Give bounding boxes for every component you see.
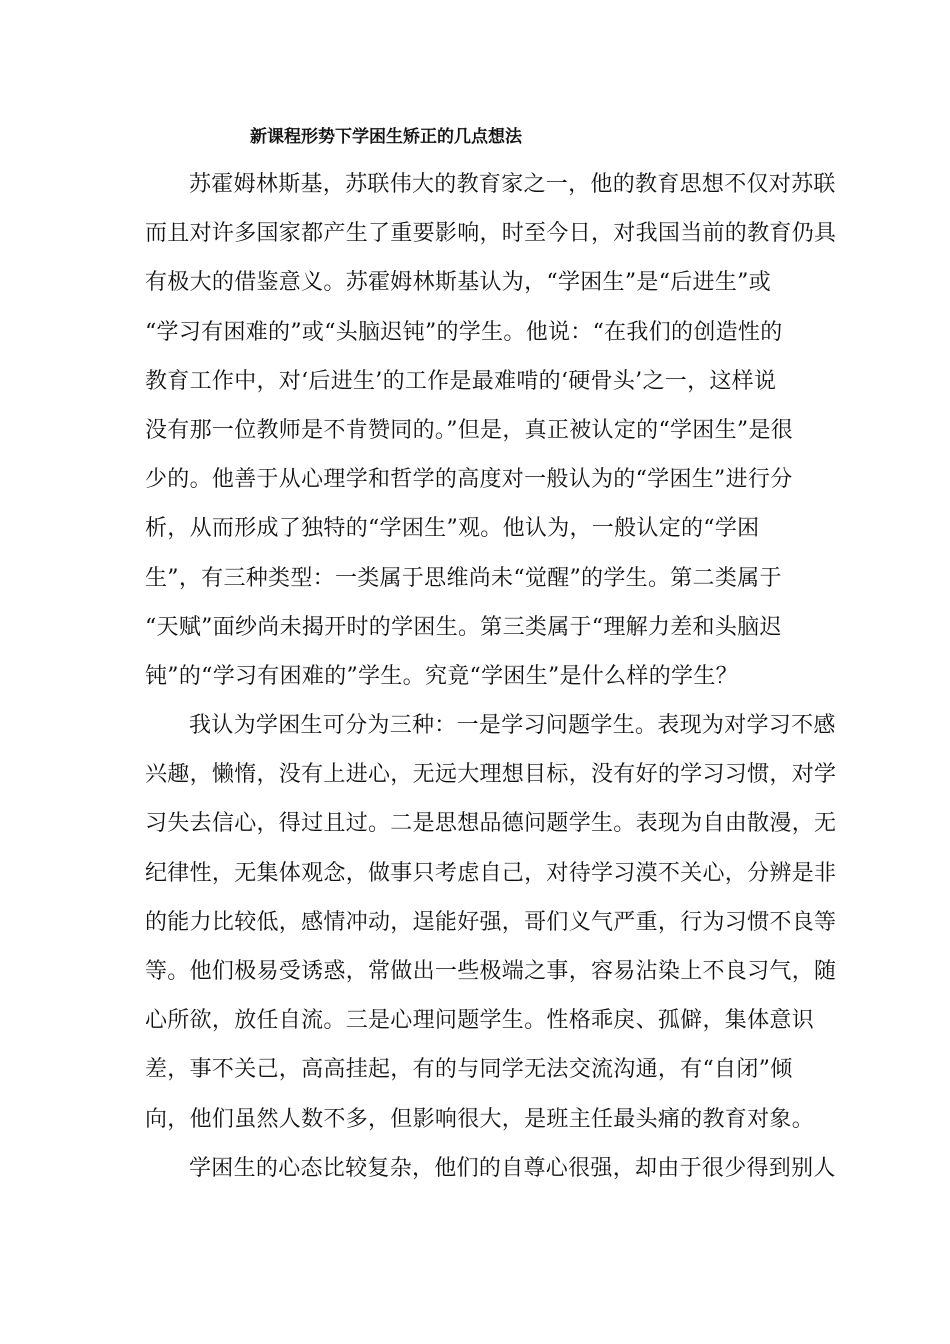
- text-line: 有极大的借鉴意义。苏霍姆林斯基认为，“学困生”是“后进生”或: [145, 270, 771, 296]
- text-line: 少的。他善于从心理学和哲学的高度对一般认为的“学困生”进行分: [145, 467, 793, 493]
- text-line: 习失去信心，得过且过。二是思想品德问题学生。表现为自由散漫，无: [145, 811, 837, 837]
- text-line: 向，他们虽然人数不多，但影响很大，是班主任最头痛的教育对象。: [145, 1106, 815, 1132]
- text-line: 等。他们极易受诱惑，常做出一些极端之事，容易沾染上不良习气，随: [145, 959, 837, 984]
- text-line: 心所欲，放任自流。三是心理问题学生。性格乖戾、孤僻，集体意识: [145, 1008, 815, 1034]
- text-line: 兴趣，懒惰，没有上进心，无远大理想目标，没有好的学习习惯，对学: [145, 762, 837, 788]
- text-line: 学困生的心态比较复杂，他们的自尊心很强，却由于很少得到别人: [189, 1155, 836, 1181]
- text-line: 析，从而形成了独特的“学困生”观。他认为，一般认定的“学困: [145, 516, 760, 542]
- document-title: 新课程形势下学困生矫正的几点想法: [250, 127, 522, 147]
- paragraph-3: [145, 1144, 865, 1193]
- text-line: 我认为学困生可分为三种：一是学习问题学生。表现为对学习不感: [189, 713, 836, 739]
- text-line: 的能力比较低，感情冲动，逞能好强，哥们义气严重，行为习惯不良等: [145, 909, 837, 935]
- text-line: 苏霍姆林斯基，苏联伟大的教育家之一，他的教育思想不仅对苏联: [189, 172, 836, 197]
- text-line: 而且对许多国家都产生了重要影响，时至今日，对我国当前的教育仍具: [145, 221, 837, 247]
- text-line: 差，事不关己，高高挂起，有的与同学无法交流沟通，有“自闭”倾: [145, 1057, 793, 1083]
- text-line: “学习有困难的”或“头脑迟钝”的学生。他说：“在我们的创造性的: [145, 319, 783, 345]
- paragraph-2: [145, 701, 865, 1144]
- paragraph-1: [145, 160, 865, 701]
- text-line: 钝”的“学习有困难的”学生。究竟“学困生”是什么样的学生？: [145, 663, 738, 689]
- document-body: [145, 160, 865, 1193]
- text-line: 没有那一位教师是不肯赞同的。”但是，真正被认定的“学困生”是很: [145, 417, 794, 443]
- text-line: “天赋”面纱尚未揭开时的学困生。第三类属于“理解力差和头脑迟: [145, 614, 782, 640]
- text-line: 纪律性，无集体观念，做事只考虑自己，对待学习漠不关心，分辨是非: [145, 860, 837, 886]
- text-line: 生”，有三种类型：一类属于思维尚未“觉醒”的学生。第二类属于: [145, 565, 782, 591]
- text-line: 教育工作中，对‘后进生’的工作是最难啃的‘硬骨头’之一，这样说: [145, 368, 777, 394]
